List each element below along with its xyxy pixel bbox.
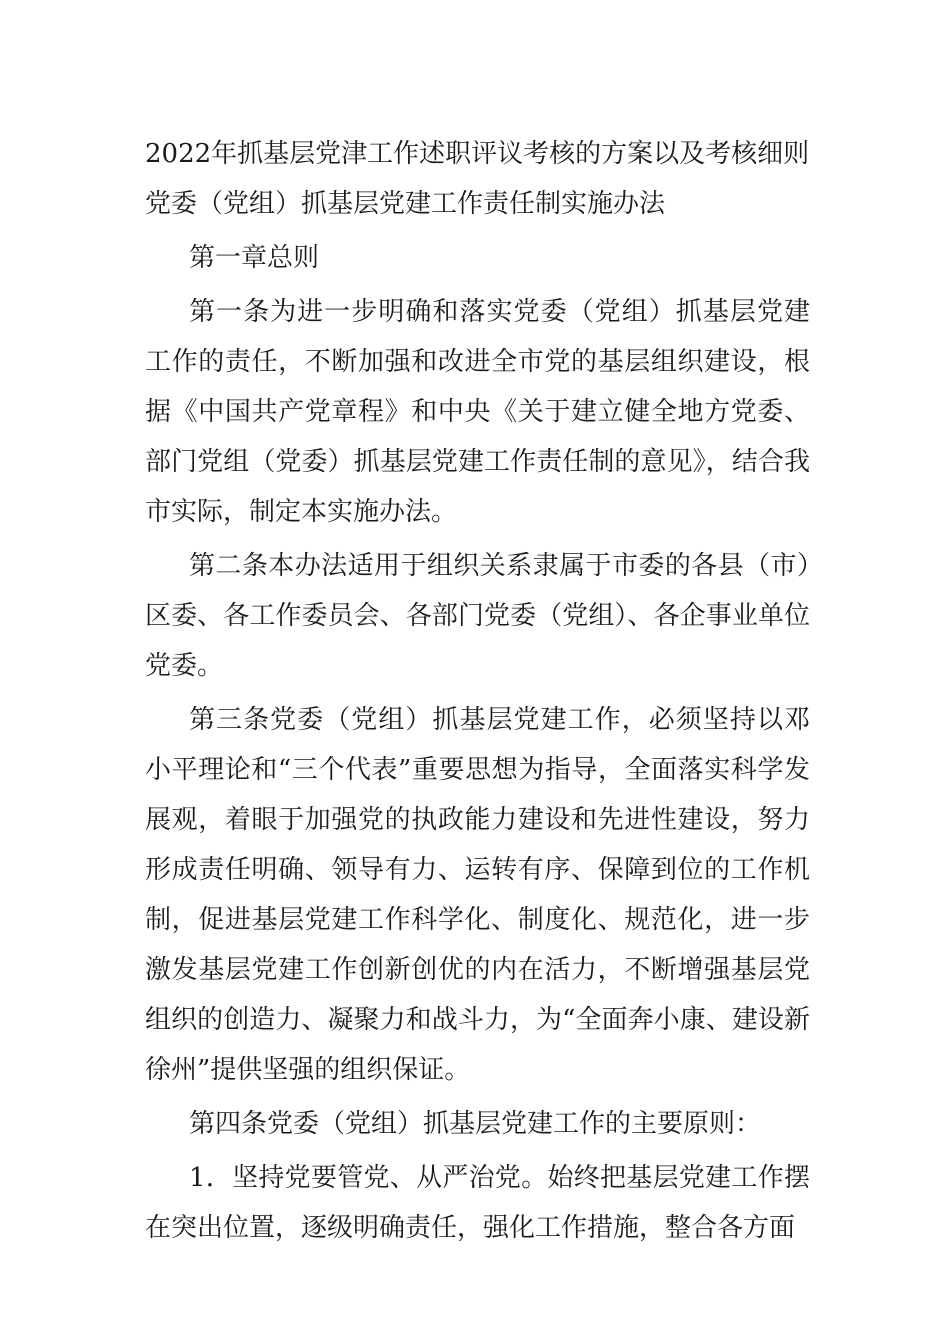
document-body <box>145 129 810 1257</box>
principle-item-1: 1．坚持党要管党、从严治党。始终把基层党建工作摆在突出位置，逐级明确责任，强化工作措施，整合各方面 <box>145 1163 810 1243</box>
document-title-line-1: 2022年抓基层党津工作述职评议考核的方案以及考核细则 <box>145 139 810 169</box>
article-2: 第二条本办法适用于组织关系隶属于市委的各县（市）区委、各工作委员会、各部门党委（党组）、各企事业单位党委。 <box>145 551 810 681</box>
document-title-line-2: 党委（党组）抓基层党建工作责任制实施办法 <box>145 189 666 219</box>
chapter-heading: 第一章总则 <box>189 243 320 273</box>
article-1: 第一条为进一步明确和落实党委（党组）抓基层党建工作的责任，不断加强和改进全市党的基层组织建设，根据《中国共产党章程》和中央《关于建立健全地方党委、部门党组（党委）抓基层党建工作责任制的意见》，结合我市实际，制定本实施办法。 <box>145 297 810 527</box>
article-4: 第四条党委（党组）抓基层党建工作的主要原则： <box>189 1109 762 1139</box>
article-3: 第三条党委（党组）抓基层党建工作，必须坚持以邓小平理论和“三个代表”重要思想为指导，全面落实科学发展观，着眼于加强党的执政能力建设和先进性建设，努力形成责任明确、领导有力、运转有序、保障到位的工作机制，促进基层党建工作科学化、制度化、规范化，进一步激发基层党建工作创新创优的内在活力，不断增强基层党组织的创造力、凝聚力和战斗力，为“全面奔小康、建设新徐州”提供坚强的组织保证。 <box>145 705 810 1085</box>
